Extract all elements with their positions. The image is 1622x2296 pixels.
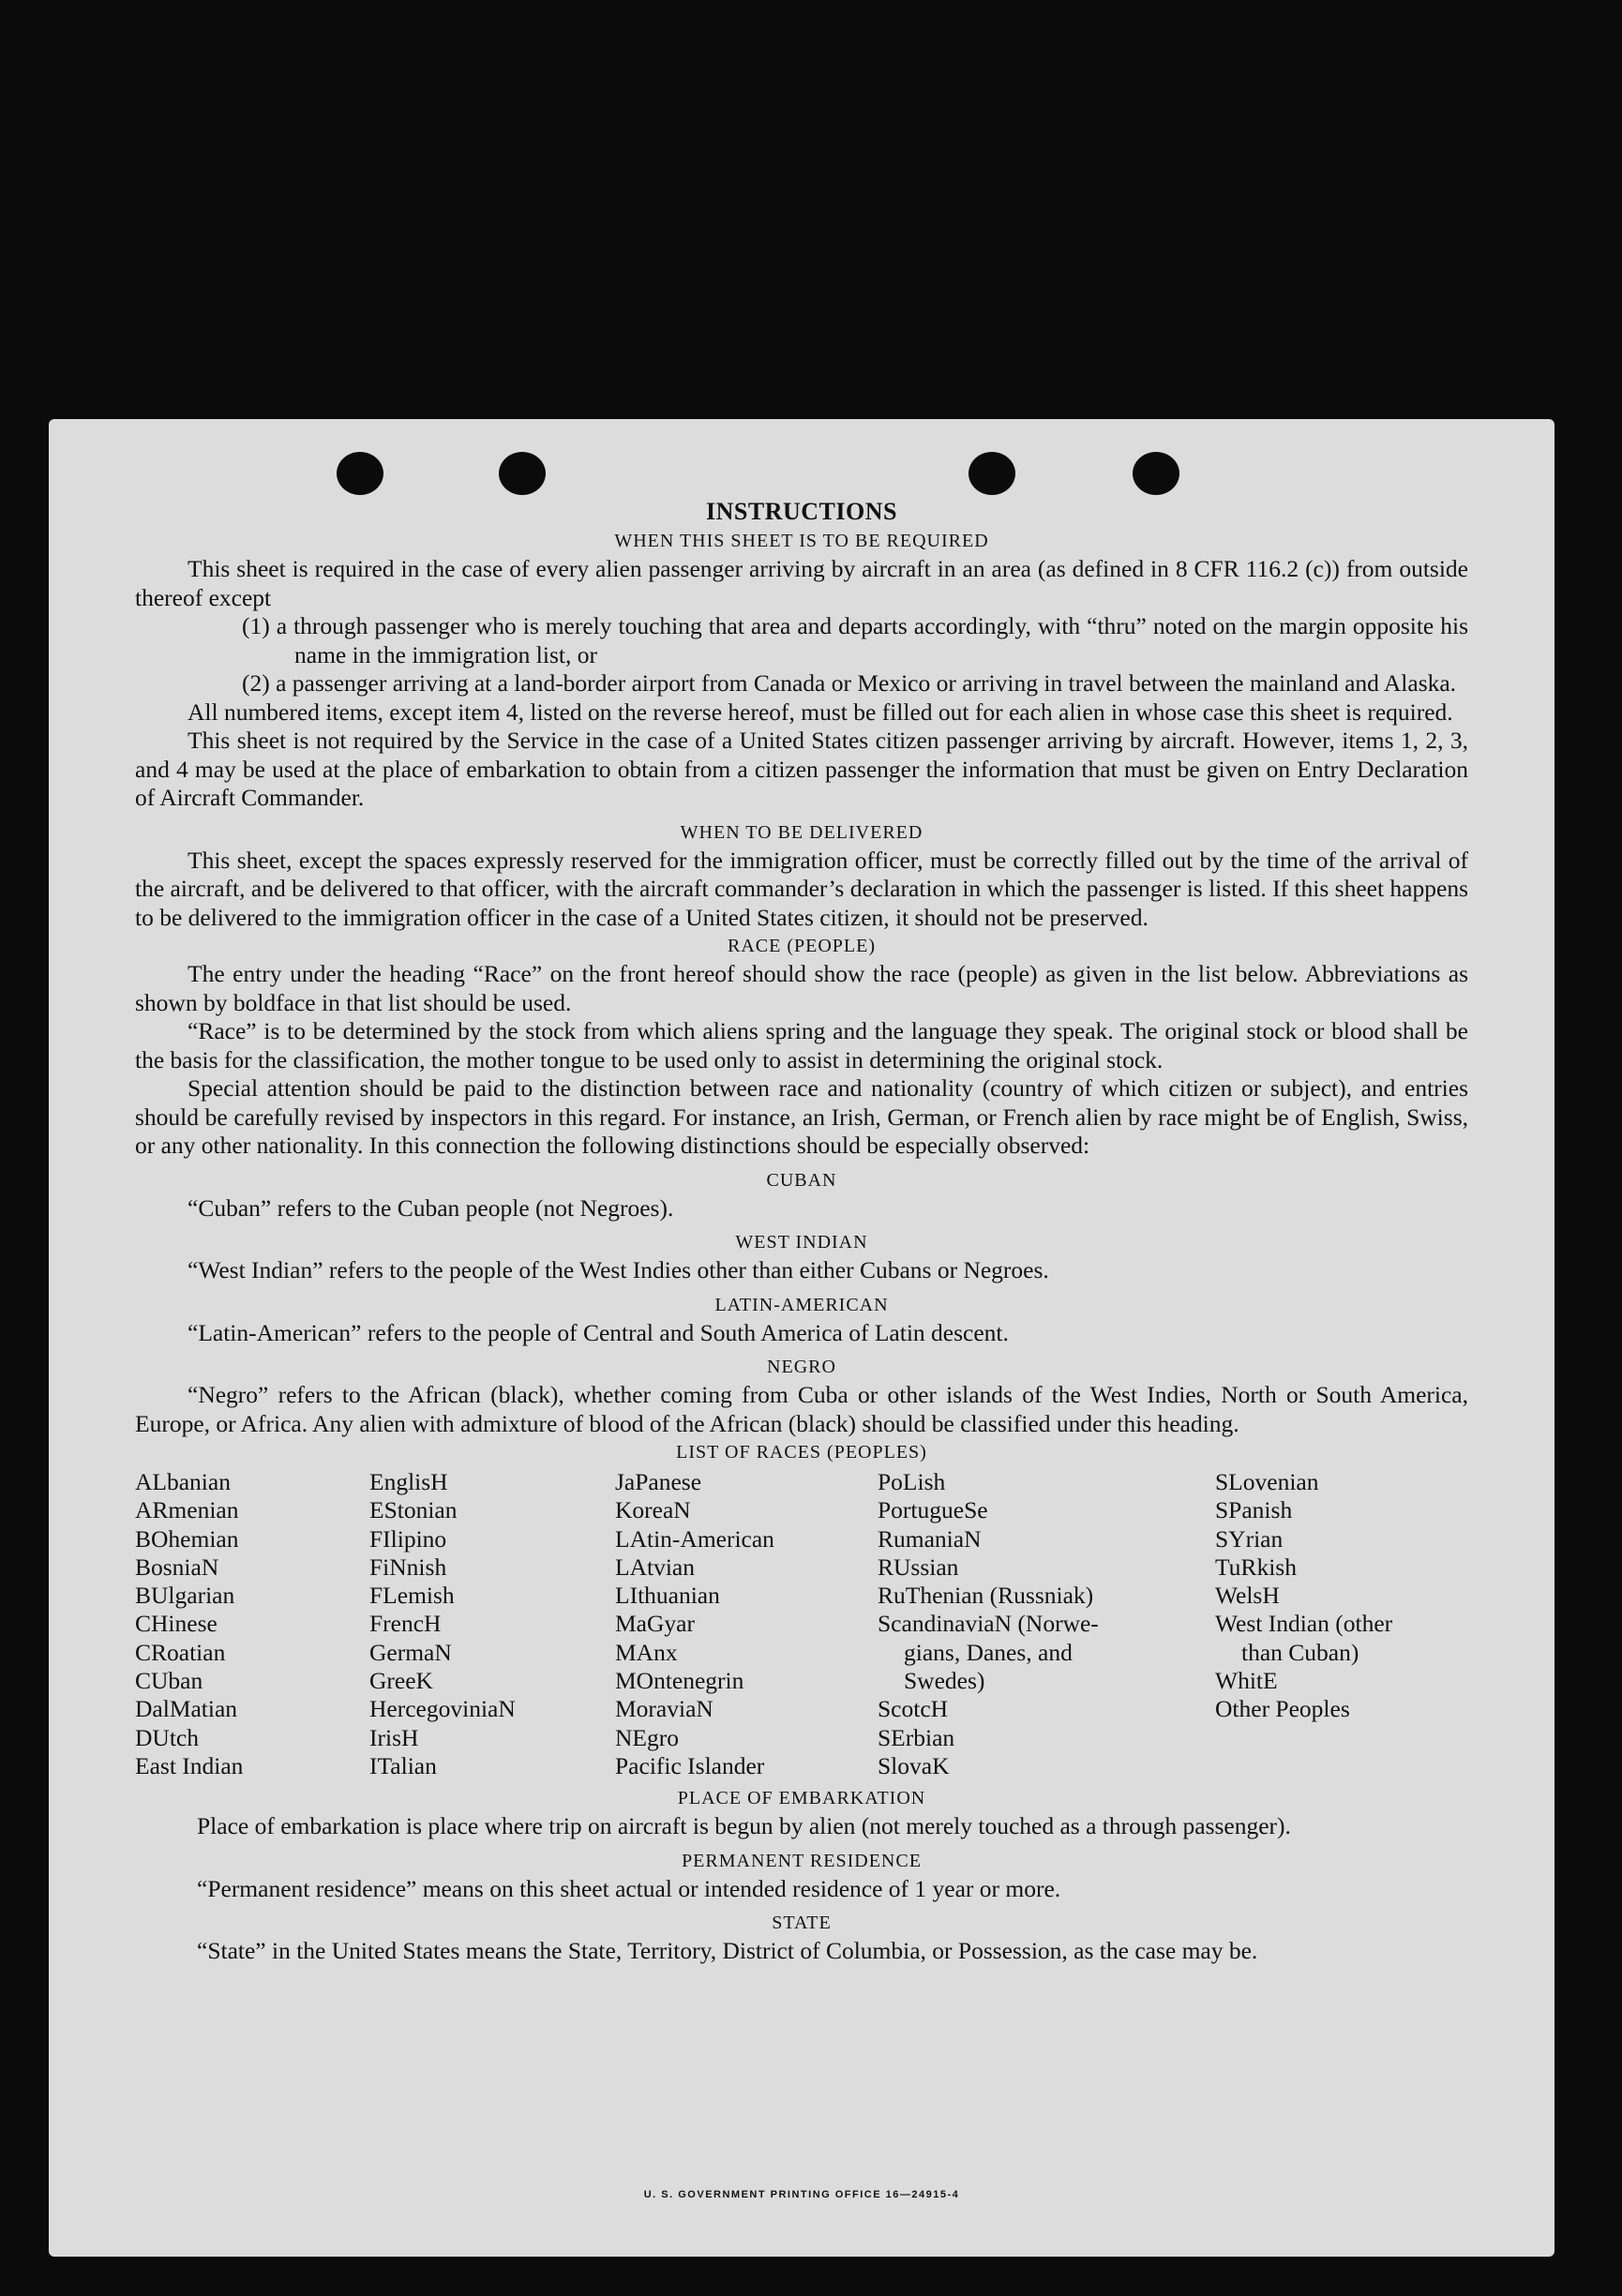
heading-place-of-embarkation: PLACE OF EMBARKATION (677, 1788, 926, 1809)
race-item: MoraviaN (615, 1695, 713, 1723)
heading-state: STATE (772, 1913, 832, 1934)
paragraph-residence: “Permanent residence” means on this sheet actual or intended residence of 1 year or more. (197, 1874, 1061, 1902)
race-item: NEgro (615, 1723, 679, 1751)
printing-office-imprint: U. S. GOVERNMENT PRINTING OFFICE 16—24915-4 (643, 2189, 960, 2200)
race-item: than Cuban) (1241, 1638, 1359, 1666)
heading-west-indian: WEST INDIAN (735, 1232, 868, 1253)
race-item: DUtch (135, 1723, 199, 1751)
race-item: TuRkish (1215, 1553, 1297, 1581)
race-item: GreeK (369, 1667, 433, 1695)
race-item: EStonian (369, 1496, 458, 1524)
race-item: PortugueSe (878, 1496, 988, 1524)
heading-when-required: WHEN THIS SHEET IS TO BE REQUIRED (614, 531, 989, 551)
race-item: SLovenian (1215, 1468, 1319, 1495)
race-item: MaGyar (615, 1610, 695, 1638)
race-item: DalMatian (135, 1695, 238, 1723)
race-item: ITalian (369, 1751, 437, 1779)
race-item: SPanish (1215, 1496, 1293, 1524)
race-item: JaPanese (615, 1468, 702, 1495)
race-item: LIthuanian (615, 1582, 720, 1610)
paragraph-numbered-items: All numbered items, except item 4, listed on the reverse hereof, must be filled out for each alien in whose case this sheet is required. (188, 698, 1453, 726)
race-item: RUssian (878, 1553, 959, 1581)
race-item: SYrian (1215, 1524, 1284, 1553)
heading-latin-american: LATIN-AMERICAN (714, 1294, 889, 1315)
race-item: KoreaN (615, 1496, 691, 1524)
paragraph-requirement: This sheet is required in the case of every alien passenger arriving by aircraft in an area (as defined in 8 CFR 116.2 (c)) from outside thereof except (135, 555, 1468, 611)
paragraph-state: “State” in the United States means the State, Territory, District of Columbia, or Possession, as the case may be. (197, 1937, 1258, 1965)
heading-race: RACE (PEOPLE) (728, 936, 876, 956)
race-item: HercegoviniaN (369, 1695, 516, 1723)
race-item: ScotcH (878, 1695, 949, 1723)
paragraph-race-definition: “Race” is to be determined by the stock from which aliens spring and the language they speak. The original stock or blood shall be the basis for the classification, the mother tongue to be used only to assist in determining the original stock. (135, 1017, 1468, 1073)
race-item: Swedes) (904, 1667, 985, 1695)
paragraph-negro: “Negro” refers to the African (black), whether coming from Cuba or other islands of the West Indies, North or South America, Europe, or Africa. Any alien with admixture of blood of the African (black) should be classified under this heading. (135, 1381, 1468, 1437)
instructions-body (135, 497, 1468, 1966)
paragraph-latin-american: “Latin-American” refers to the people of Central and South America of Latin descent. (188, 1318, 1009, 1346)
race-item: MAnx (615, 1638, 678, 1666)
race-item: RuThenian (Russniak) (878, 1582, 1094, 1610)
race-item: EnglisH (369, 1468, 448, 1495)
exception-through-passenger: (1) a through passenger who is merely touching that area and departs accordingly, with “thru” noted on the margin opposite his name in the immigration list, or (242, 612, 1468, 668)
race-item: IrisH (369, 1723, 419, 1751)
race-column (878, 1468, 1215, 1780)
page-title: INSTRUCTIONS (706, 498, 897, 525)
race-column (615, 1468, 878, 1780)
race-item: West Indian (other (1215, 1610, 1393, 1638)
paragraph-race-entry: The entry under the heading “Race” on the front hereof should show the race (people) as given in the list below. Abbreviations as shown by boldface in that list should be used. (135, 960, 1468, 1016)
race-column (135, 1468, 369, 1780)
race-item: WhitE (1215, 1667, 1278, 1695)
paragraph-cuban: “Cuban” refers to the Cuban people (not Negroes). (188, 1193, 674, 1222)
race-item: SlovaK (878, 1751, 950, 1779)
paragraph-citizen: This sheet is not required by the Service in the case of a United States citizen passenger arriving by aircraft. However, items 1, 2, 3, and 4 may be used at the place of embarkation to obtain from a citizen passenger the information that must be given on Entry Declaration of Aircraft Commander. (135, 727, 1468, 811)
race-item: gians, Danes, and (904, 1638, 1073, 1666)
race-item: ALbanian (135, 1468, 231, 1495)
heading-permanent-residence: PERMANENT RESIDENCE (682, 1850, 922, 1871)
race-item: CRoatian (135, 1638, 226, 1666)
race-item: LAtvian (615, 1553, 695, 1581)
race-item: RumaniaN (878, 1524, 982, 1553)
race-column (369, 1468, 615, 1780)
race-list (135, 1468, 1468, 1780)
sheet-content-layer (49, 419, 1554, 2257)
race-item: SErbian (878, 1723, 955, 1751)
race-item: FrencH (369, 1610, 442, 1638)
race-item: GermaN (369, 1638, 452, 1666)
race-item: ScandinaviaN (Norwe- (878, 1610, 1099, 1638)
exception-land-border: (2) a passenger arriving at a land-border airport from Canada or Mexico or arriving in travel between the mainland and Alaska. (242, 669, 1457, 697)
race-item: CUban (135, 1667, 203, 1695)
race-item: BUlgarian (135, 1582, 235, 1610)
race-item: FLemish (369, 1582, 455, 1610)
race-item: Other Peoples (1215, 1695, 1350, 1723)
heading-when-delivered: WHEN TO BE DELIVERED (680, 821, 924, 843)
race-item: BOhemian (135, 1524, 239, 1553)
race-column (1215, 1468, 1468, 1780)
heading-cuban: CUBAN (766, 1169, 837, 1191)
race-item: Pacific Islander (615, 1751, 765, 1779)
heading-list-of-races: LIST OF RACES (PEOPLES) (676, 1442, 927, 1463)
paragraph-embarkation: Place of embarkation is place where trip on aircraft is begun by alien (not merely touched as a through passenger). (197, 1812, 1291, 1840)
race-item: MOntenegrin (615, 1667, 744, 1695)
paragraph-west-indian: “West Indian” refers to the people of the West Indies other than either Cubans or Negroes. (188, 1256, 1049, 1283)
race-item: FIlipino (369, 1524, 447, 1553)
paragraph-delivery: This sheet, except the spaces expressly reserved for the immigration officer, must be correctly filled out by the time of the arrival of the aircraft, and be delivered to that officer, with the aircraft commander’s declaration in which the passenger is listed. If this sheet happens to be delivered to the immigration officer in the case of a United States citizen, it should not be preserved. (135, 846, 1468, 931)
race-item: ARmenian (135, 1496, 239, 1524)
race-item: WelsH (1215, 1582, 1280, 1610)
race-item: East Indian (135, 1751, 244, 1779)
race-item: FiNnish (369, 1553, 447, 1581)
paragraph-race-nationality: Special attention should be paid to the distinction between race and nationality (country of which citizen or subject), and entries should be carefully revised by inspectors in this regard. For instance, an Irish, German, or French alien by race might be of English, Swiss, or any other nationality. In this connection the following distinctions should be especially observed: (135, 1074, 1468, 1159)
race-item: BosniaN (135, 1553, 219, 1581)
heading-negro: NEGRO (767, 1357, 836, 1377)
race-item: LAtin-American (615, 1524, 774, 1553)
race-item: CHinese (135, 1610, 218, 1638)
race-item: PoLish (878, 1468, 946, 1495)
